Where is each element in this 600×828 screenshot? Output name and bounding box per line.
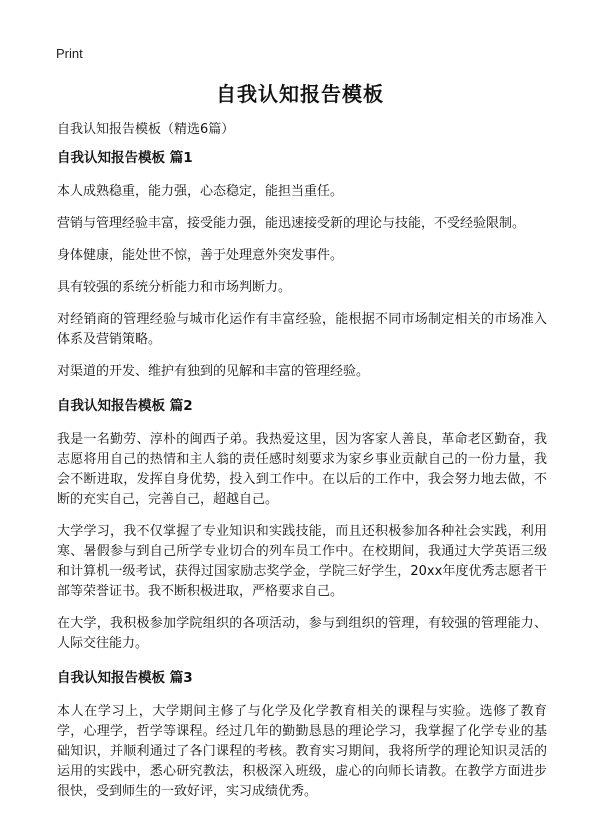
paragraph: 在大学，我积极参加学院组织的各项活动，参与到组织的管理，有较强的管理能力、人际交往能力。 xyxy=(57,616,547,651)
paragraph: 对渠道的开发、维护有独到的见解和丰富的管理经验。 xyxy=(57,364,370,379)
print-label[interactable]: Print xyxy=(56,46,83,61)
paragraph: 我是一名勤劳、淳朴的闽西子弟。我热爱这里，因为客家人善良，革命老区勤奋，我志愿将用自己的热情和主人翁的责任感时刻要求为家乡事业贡献自己的一份力量，我会不断进取，发挥自身优势，投入到工作中。在以后的工作中，我会努力地去做，不断的充实自己，完善自己，超越自己。 xyxy=(57,432,547,507)
paragraph: 本人在学习上，大学期间主修了与化学及化学教育相关的课程与实验。选修了教育学，心理学，哲学等课程。经过几年的勤勤恳恳的理论学习，我掌握了化学专业的基础知识，并顺利通过了各门课程的考核。教育实习期间，我将所学的理论知识灵活的运用的实践中，悉心研究教法，积极深入班级，虚心的向师长请教。在教学方面进步很快，受到师生的一致好评，实习成绩优秀。 xyxy=(57,704,547,799)
section-3 xyxy=(57,668,547,802)
paragraph: 营销与管理经验丰富，接受能力强，能迅速接受新的理论与技能，不受经验限制。 xyxy=(57,216,526,231)
paragraph: 本人成熟稳重，能力强，心态稳定，能担当重任。 xyxy=(57,184,344,199)
section-1 xyxy=(57,148,547,382)
paragraph: 大学学习，我不仅掌握了专业知识和实践技能，而且还积极参加各种社会实践，利用寒、暑假参与到自己所学专业切合的列车员工作中。在校期间，我通过大学英语三级和计算机一级考试，获得过国家励志奖学金，学院三好学生，20xx年度优秀志愿者干部等荣誉证书。我不断积极进取，严格要求自己。 xyxy=(57,524,547,599)
section-heading: 自我认知报告模板 篇3 xyxy=(57,670,193,686)
paragraph: 对经销商的管理经验与城市化运作有丰富经验，能根据不同市场制定相关的市场准入体系及营销策略。 xyxy=(57,312,547,347)
section-heading: 自我认知报告模板 篇2 xyxy=(57,398,193,414)
section-2 xyxy=(57,396,547,654)
document-subtitle: 自我认知报告模板（精选6篇） xyxy=(57,122,235,137)
section-heading: 自我认知报告模板 篇1 xyxy=(57,150,193,166)
paragraph: 具有较强的系统分析能力和市场判断力。 xyxy=(57,280,292,295)
paragraph: 身体健康，能处世不惊，善于处理意外突发事件。 xyxy=(57,248,344,263)
page-title: 自我认知报告模板 xyxy=(216,82,384,106)
document-body xyxy=(57,148,547,814)
